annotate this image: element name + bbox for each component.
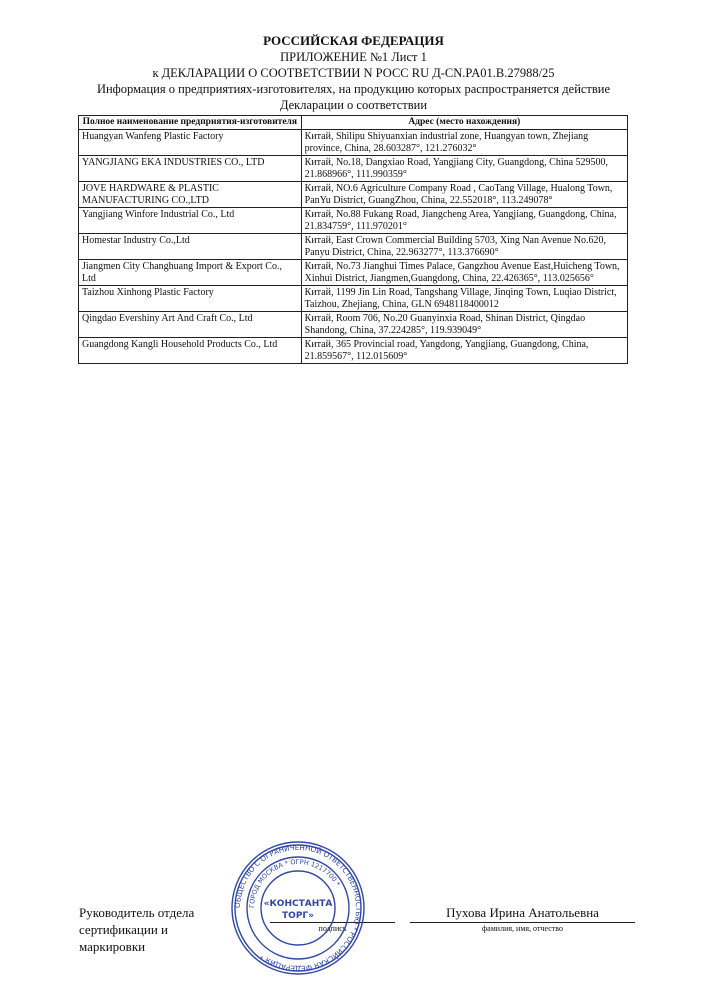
role-line-1: Руководитель отдела — [79, 905, 195, 920]
manufacturer-address-cell: Китай, 365 Provincial road, Yangdong, Yangjiang, Guangdong, China, 21.859567°, 112.015609° — [301, 338, 627, 364]
manufacturer-name-cell: Jiangmen City Changhuang Import & Export Co., Ltd — [79, 260, 302, 286]
manufacturer-name-cell: YANGJIANG EKA INDUSTRIES CO., LTD — [79, 156, 302, 182]
table-row — [79, 130, 628, 156]
seal-inner-text: ГОРОД МОСКВА * ОГРН 1217700 * — [247, 857, 342, 909]
table-row — [79, 286, 628, 312]
table-row — [79, 312, 628, 338]
document-header — [0, 33, 707, 113]
signatory-role — [79, 904, 194, 955]
role-line-3: маркировки — [79, 939, 146, 954]
manufacturer-name-cell: Guangdong Kangli Household Products Co., Ltd — [79, 338, 302, 364]
table-row — [79, 208, 628, 234]
table-row — [79, 182, 628, 208]
manufacturer-name-cell: Huangyan Wanfeng Plastic Factory — [79, 130, 302, 156]
declaration-number: к ДЕКЛАРАЦИИ О СООТВЕТСТВИИ N РОСС RU Д-CN.PA01.B.27988/25 — [152, 66, 555, 80]
manufacturer-address-cell: Китай, No.18, Dangxiao Road, Yangjiang City, Guangdong, China 529500, 21.868966°, 111.990359° — [301, 156, 627, 182]
seal-center-text-2: ТОРГ» — [282, 911, 314, 921]
table-row — [79, 260, 628, 286]
table-row — [79, 156, 628, 182]
name-caption: фамилия, имя, отчество — [482, 924, 563, 933]
manufacturer-address-cell: Китай, NO.6 Agriculture Company Road , CaoTang Village, Hualong Town, PanYu District, GuangZhou, China, 22.552018°, 113.249078° — [301, 182, 627, 208]
manufacturer-address-cell: Китай, East Crown Commercial Building 5703, Xing Nan Avenue No.620, Panyu District, China, 22.963277°, 113.376690° — [301, 234, 627, 260]
manufacturer-address-cell: Китай, Shilipu Shiyuanxian industrial zone, Huangyan town, Zhejiang province, China, 28.603287°, 121.276032° — [301, 130, 627, 156]
table-header-row — [79, 116, 628, 130]
country-title: РОССИЙСКАЯ ФЕДЕРАЦИЯ — [263, 33, 444, 48]
seal-center-text: «КОНСТАНТА — [263, 899, 333, 909]
manufacturer-address-cell: Китай, Room 706, No.20 Guanyinxia Road, Shinan District, Qingdao Shandong, China, 37.224285°, 119.939049° — [301, 312, 627, 338]
column-header-name: Полное наименование предприятия-изготовителя — [79, 116, 302, 130]
name-line — [410, 922, 635, 923]
table-row — [79, 338, 628, 364]
manufacturers-table — [78, 115, 628, 364]
role-line-2: сертификации и — [79, 922, 169, 937]
column-header-address: Адрес (место нахождения) — [301, 116, 627, 130]
manufacturer-address-cell: Китай, No.73 Jianghui Times Palace, Gangzhou Avenue East,Huicheng Town, Xinhui District, Jiangmen,Guangdong, China, 22.426365°, 113.025656° — [301, 260, 627, 286]
manufacturer-name-cell: Taizhou Xinhong Plastic Factory — [79, 286, 302, 312]
appendix-line: ПРИЛОЖЕНИЕ №1 Лист 1 — [280, 50, 427, 64]
manufacturer-name-cell: Homestar Industry Co.,Ltd — [79, 234, 302, 260]
manufacturer-name-cell: Yangjiang Winfore Industrial Co., Ltd — [79, 208, 302, 234]
signatory-name: Пухова Ирина Анатольевна — [446, 905, 599, 920]
manufacturer-name-cell: Qingdao Evershiny Art And Craft Co., Ltd — [79, 312, 302, 338]
manufacturer-name-cell: JOVE HARDWARE & PLASTIC MANUFACTURING CO.,LTD — [79, 182, 302, 208]
manufacturer-address-cell: Китай, 1199 Jin Lin Road, Tangshang Village, Jinqing Town, Luqiao District, Taizhou, Zhejiang, China, GLN 6948118400012 — [301, 286, 627, 312]
table-body — [79, 130, 628, 364]
info-line-2: Декларации о соответствии — [279, 98, 428, 112]
manufacturer-address-cell: Китай, No.88 Fukang Road, Jiangcheng Area, Yangjiang, Guangdong, China, 21.834759°, 111.970201° — [301, 208, 627, 234]
signature-caption: подпись — [318, 924, 347, 933]
table-row — [79, 234, 628, 260]
seal-outer-text: ОБЩЕСТВО С ОГРАНИЧЕННОЙ ОТВЕТСТВЕННОСТЬЮ * РОССИЙСКАЯ ФЕДЕРАЦИЯ * — [232, 842, 364, 974]
company-seal-stamp — [228, 838, 368, 978]
info-line-1: Информация о предприятиях-изготовителях, на продукцию которых распространяется действие — [96, 82, 611, 96]
